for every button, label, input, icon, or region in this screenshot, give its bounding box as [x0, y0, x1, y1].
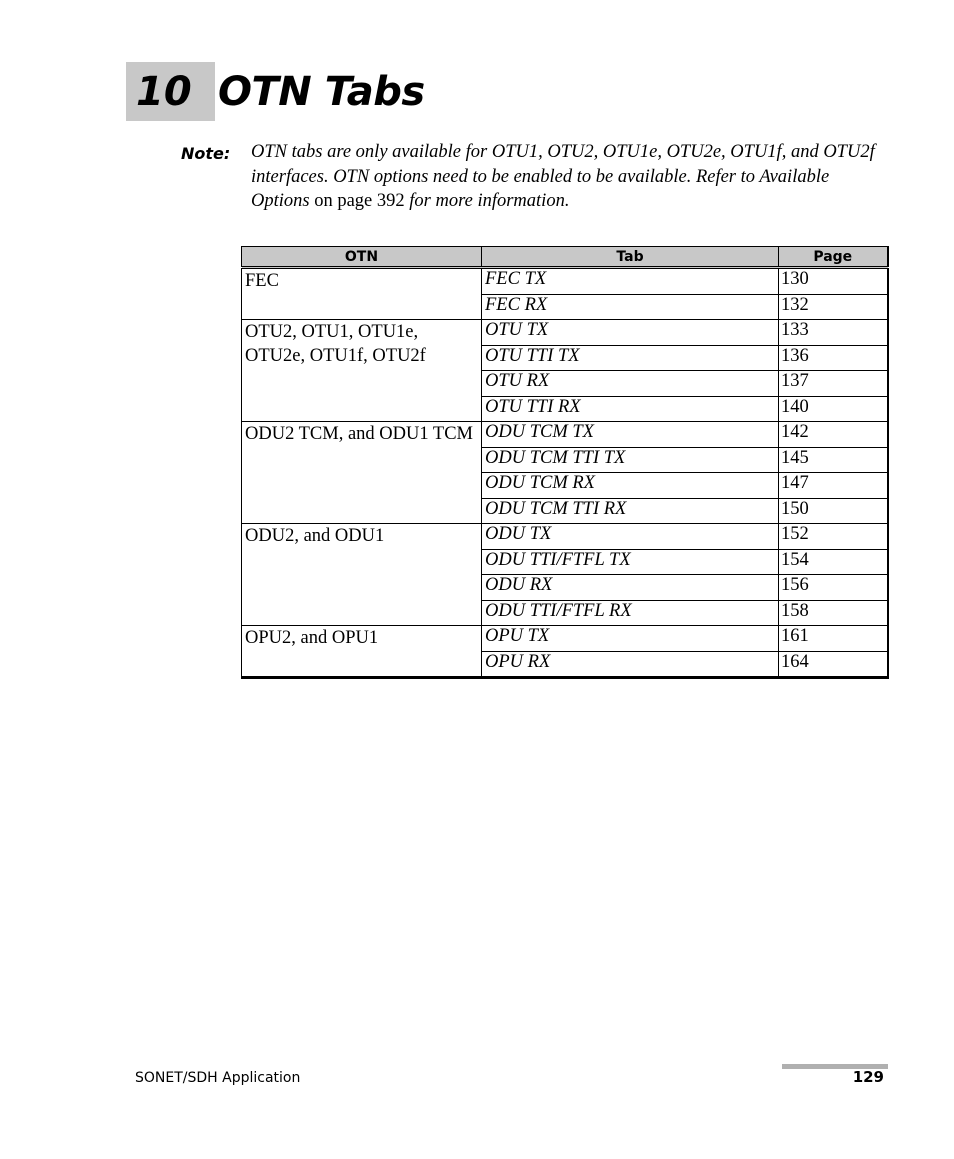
- table-row: [242, 320, 888, 346]
- page-cell: 154: [779, 549, 888, 575]
- tab-cell: ODU TCM TTI RX: [482, 498, 779, 524]
- footer-doc-title: SONET/SDH Application: [135, 1070, 301, 1086]
- page-cell: 161: [779, 626, 888, 652]
- tab-cell: ODU TTI/FTFL RX: [482, 600, 779, 626]
- page-cell: 136: [779, 345, 888, 371]
- page-cell: 132: [779, 294, 888, 320]
- header-tab: Tab: [482, 247, 779, 268]
- tab-cell: FEC RX: [482, 294, 779, 320]
- tab-cell: OPU TX: [482, 626, 779, 652]
- note-text-part2: on page 392: [309, 191, 410, 211]
- note-text-part1: OTN tabs are only available for OTU1, OTU2, OTU1e, OTU2e, OTU1f, and OTU2f interfaces. OTN options need to be enabled to be available. Refer to Available Options: [251, 142, 875, 211]
- tab-cell: ODU TCM TTI TX: [482, 447, 779, 473]
- header-page: Page: [779, 247, 888, 268]
- page-cell: 130: [779, 268, 888, 295]
- otn-group-cell: ODU2 TCM, and ODU1 TCM: [242, 422, 482, 524]
- tab-cell: ODU TTI/FTFL TX: [482, 549, 779, 575]
- page-cell: 145: [779, 447, 888, 473]
- footer-page-number: 129: [852, 1068, 884, 1086]
- page-cell: 156: [779, 575, 888, 601]
- page-cell: 133: [779, 320, 888, 346]
- page-cell: 142: [779, 422, 888, 448]
- chapter-title: OTN Tabs: [218, 69, 425, 115]
- note-text: [251, 140, 891, 214]
- note-text-part3: for more information.: [409, 191, 570, 211]
- otn-group-cell: OPU2, and OPU1: [242, 626, 482, 678]
- table-row: [242, 422, 888, 448]
- page-cell: 147: [779, 473, 888, 499]
- otn-group-cell: FEC: [242, 268, 482, 320]
- table-row: [242, 268, 888, 295]
- otn-group-cell: OTU2, OTU1, OTU1e, OTU2e, OTU1f, OTU2f: [242, 320, 482, 422]
- table-header-row: [242, 247, 888, 268]
- tab-cell: OTU RX: [482, 371, 779, 397]
- page-cell: 150: [779, 498, 888, 524]
- tab-cell: OTU TTI TX: [482, 345, 779, 371]
- tab-cell: ODU RX: [482, 575, 779, 601]
- otn-group-cell: ODU2, and ODU1: [242, 524, 482, 626]
- tab-cell: OTU TX: [482, 320, 779, 346]
- tab-cell: OTU TTI RX: [482, 396, 779, 422]
- tab-cell: OPU RX: [482, 651, 779, 678]
- otn-tabs-table: [241, 246, 889, 679]
- page-cell: 140: [779, 396, 888, 422]
- table-row: [242, 626, 888, 652]
- page-cell: 137: [779, 371, 888, 397]
- page-cell: 152: [779, 524, 888, 550]
- tab-cell: ODU TCM TX: [482, 422, 779, 448]
- tab-cell: FEC TX: [482, 268, 779, 295]
- chapter-number: 10: [136, 69, 192, 115]
- table-row: [242, 524, 888, 550]
- page-cell: 158: [779, 600, 888, 626]
- tab-cell: ODU TX: [482, 524, 779, 550]
- note-label: Note:: [181, 144, 231, 163]
- page-cell: 164: [779, 651, 888, 678]
- header-otn: OTN: [242, 247, 482, 268]
- tab-cell: ODU TCM RX: [482, 473, 779, 499]
